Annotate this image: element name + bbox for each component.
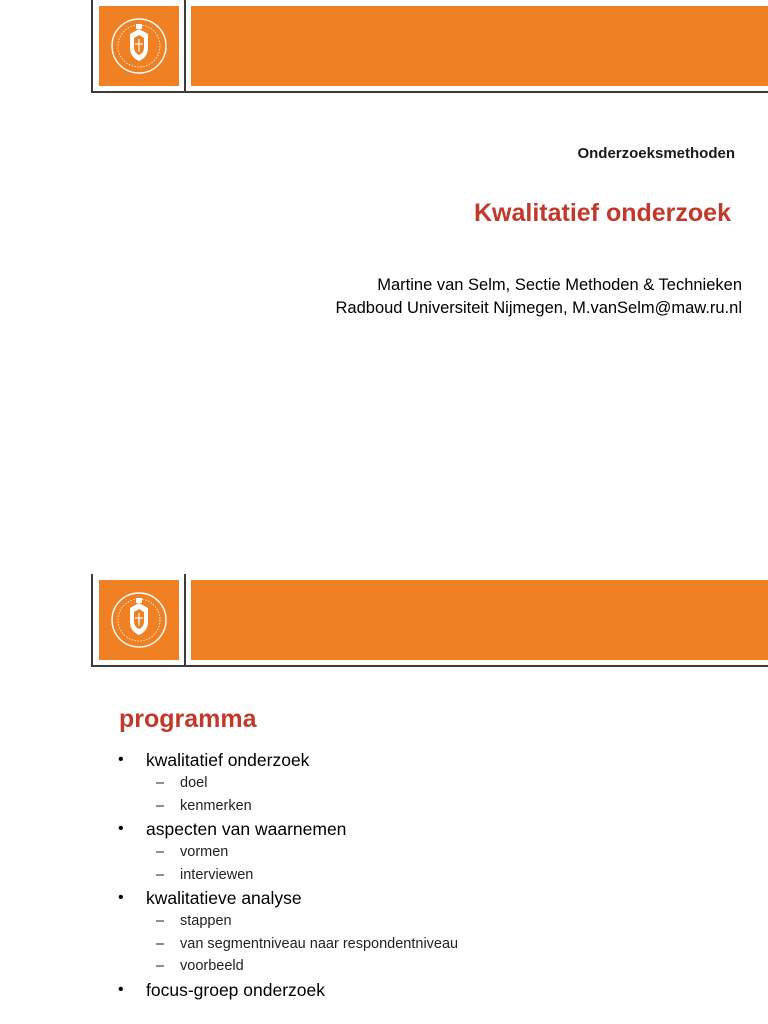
- header-bar: [191, 580, 768, 660]
- sub-item: [118, 795, 738, 818]
- sub-item: [118, 772, 738, 795]
- sub-item-label: voorbeeld: [180, 958, 244, 974]
- slide-title: Kwalitatief onderzoek: [474, 199, 731, 227]
- radboud-seal-icon: [99, 6, 179, 86]
- item-label: kwalitatieve analyse: [146, 888, 302, 908]
- list-item: [118, 817, 738, 841]
- sub-item: [118, 933, 738, 956]
- list-item: [118, 748, 738, 772]
- logo: [99, 580, 179, 660]
- header-left-border: [91, 0, 93, 92]
- sub-item: [118, 841, 738, 864]
- author-line: Martine van Selm, Sectie Methoden & Technieken: [377, 276, 742, 294]
- list-item: [118, 978, 738, 1002]
- dash-icon: –: [156, 775, 165, 791]
- sub-item-label: interviewen: [180, 866, 254, 883]
- dash-icon: –: [156, 958, 165, 974]
- bullet-icon: •: [118, 889, 124, 906]
- slide-header: [91, 0, 768, 92]
- author-block: [336, 274, 743, 320]
- dash-icon: –: [156, 844, 165, 860]
- bullet-icon: •: [118, 820, 124, 837]
- sub-item: [118, 864, 738, 887]
- slide-2: [0, 574, 768, 1024]
- header-bottom-border: [91, 665, 768, 667]
- sub-item-label: kenmerken: [180, 797, 252, 814]
- sub-item-label: doel: [180, 775, 208, 791]
- sub-item-label: van segmentniveau naar respondentniveau: [180, 935, 459, 952]
- dash-icon: –: [156, 866, 165, 883]
- item-label: focus-groep onderzoek: [146, 979, 325, 1000]
- dash-icon: –: [156, 797, 165, 814]
- sub-item-label: stappen: [180, 913, 232, 929]
- dash-icon: –: [156, 913, 165, 929]
- sub-item-label: vormen: [180, 844, 229, 860]
- header-separator: [184, 0, 186, 92]
- header-left-border: [91, 574, 93, 666]
- sub-item: [118, 910, 738, 933]
- header-bottom-border: [91, 91, 768, 93]
- header-separator: [184, 574, 186, 666]
- bullet-icon: •: [118, 980, 124, 998]
- slide-header: [91, 574, 768, 666]
- course-subject: Onderzoeksmethoden: [577, 145, 735, 162]
- dash-icon: –: [156, 935, 165, 952]
- item-label: aspecten van waarnemen: [146, 819, 347, 839]
- radboud-seal-icon: [99, 580, 179, 660]
- logo: [99, 6, 179, 86]
- sub-item: [118, 955, 738, 978]
- bullet-icon: •: [118, 751, 124, 768]
- slide-heading: programma: [119, 705, 257, 733]
- item-label: kwalitatief onderzoek: [146, 750, 310, 770]
- affiliation-line: Radboud Universiteit Nijmegen, M.vanSelm@maw.ru.nl: [335, 299, 742, 317]
- header-bar: [191, 6, 768, 86]
- program-list: [118, 748, 738, 1002]
- list-item: [118, 886, 738, 910]
